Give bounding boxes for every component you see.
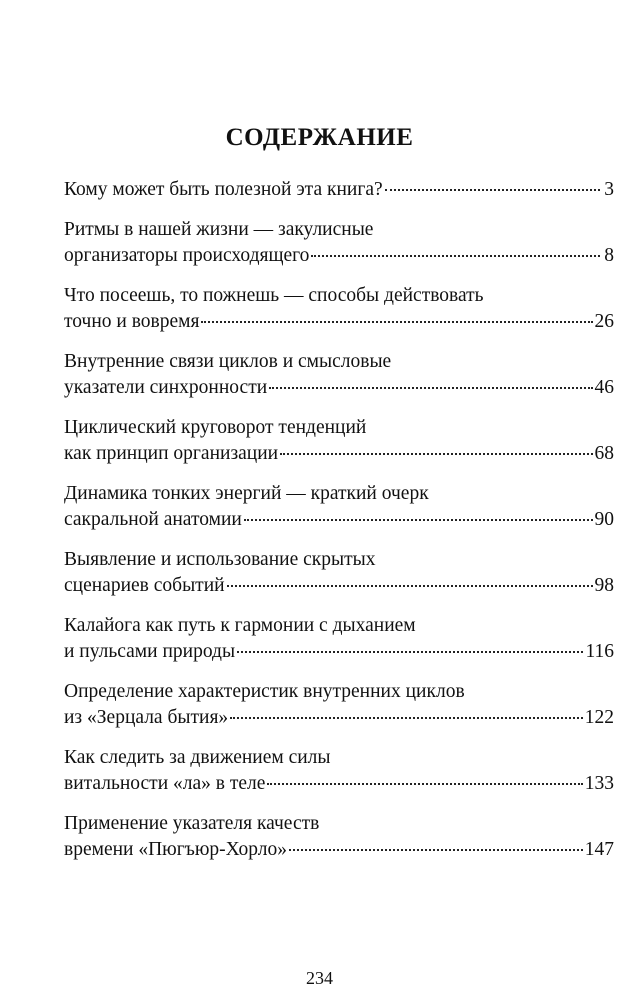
toc-entry-title-line: Определение характеристик внутренних циклов bbox=[64, 681, 465, 702]
toc-entry bbox=[64, 613, 614, 665]
toc-entry-title-line: организаторы происходящего bbox=[64, 245, 310, 266]
toc-entry bbox=[64, 283, 614, 335]
dot-leader bbox=[311, 255, 600, 257]
dot-leader bbox=[267, 783, 582, 785]
toc-entry-title-line: Ритмы в нашей жизни — закулисные bbox=[64, 219, 374, 240]
toc-entry-title-line: Циклический круговорот тенденций bbox=[64, 417, 367, 438]
toc-entry-title-line: Что посеешь, то пожнешь — способы действовать bbox=[64, 285, 484, 306]
dot-leader bbox=[269, 387, 592, 389]
toc-entry bbox=[64, 415, 614, 467]
toc-page-number: 68 bbox=[594, 443, 614, 464]
toc-entry-title-line: Выявление и использование скрытых bbox=[64, 549, 376, 570]
toc-entry-title-line: времени «Пюгъюр-Хорло» bbox=[64, 839, 287, 860]
toc-entry bbox=[64, 349, 614, 401]
toc-entry bbox=[64, 811, 614, 863]
toc-entry-title-line: Калайога как путь к гармонии с дыханием bbox=[64, 615, 416, 636]
dot-leader bbox=[230, 717, 583, 719]
toc-entry bbox=[64, 745, 614, 797]
page-title: СОДЕРЖАНИЕ bbox=[225, 124, 414, 151]
toc-entry-title-line: точно и вовремя bbox=[64, 311, 200, 332]
toc-entry-title-line: из «Зерцала бытия» bbox=[64, 707, 229, 728]
toc-entry-title-line: сакральной анатомии bbox=[64, 509, 242, 530]
toc-entry-title-line: Как следить за движением силы bbox=[64, 747, 331, 768]
toc-page-number: 133 bbox=[584, 773, 614, 794]
dot-leader bbox=[227, 585, 593, 587]
toc-entry bbox=[64, 679, 614, 731]
toc-entry-title-line: Динамика тонких энергий — краткий очерк bbox=[64, 483, 429, 504]
toc-entry-title-line: указатели синхронности bbox=[64, 377, 268, 398]
toc-entry-title-line: как принцип организации bbox=[64, 443, 279, 464]
toc-entry bbox=[64, 481, 614, 533]
table-of-contents bbox=[64, 177, 614, 877]
toc-page-number: 147 bbox=[584, 839, 614, 860]
dot-leader bbox=[244, 519, 593, 521]
dot-leader bbox=[237, 651, 583, 653]
page-number: 234 bbox=[306, 968, 333, 988]
toc-entry bbox=[64, 547, 614, 599]
toc-page-number: 122 bbox=[584, 707, 614, 728]
toc-page-number: 116 bbox=[585, 641, 614, 662]
dot-leader bbox=[201, 321, 592, 323]
toc-page-number: 90 bbox=[594, 509, 614, 530]
toc-entry bbox=[64, 177, 614, 203]
toc-page-number: 98 bbox=[594, 575, 614, 596]
dot-leader bbox=[385, 189, 600, 191]
toc-page-number: 3 bbox=[604, 179, 614, 200]
toc-entry-title-line: сценариев событий bbox=[64, 575, 225, 596]
toc-entry-title-line: и пульсами природы bbox=[64, 641, 236, 662]
toc-page-number: 46 bbox=[594, 377, 614, 398]
toc-entry-title-line: витальности «ла» в теле bbox=[64, 773, 266, 794]
dot-leader bbox=[289, 849, 583, 851]
toc-entry bbox=[64, 217, 614, 269]
dot-leader bbox=[280, 453, 592, 455]
toc-page-number: 26 bbox=[594, 311, 614, 332]
toc-page-number: 8 bbox=[604, 245, 614, 266]
toc-entry-title-line: Кому может быть полезной эта книга? bbox=[64, 179, 383, 200]
toc-entry-title-line: Внутренние связи циклов и смысловые bbox=[64, 351, 392, 372]
toc-entry-title-line: Применение указателя качеств bbox=[64, 813, 320, 834]
